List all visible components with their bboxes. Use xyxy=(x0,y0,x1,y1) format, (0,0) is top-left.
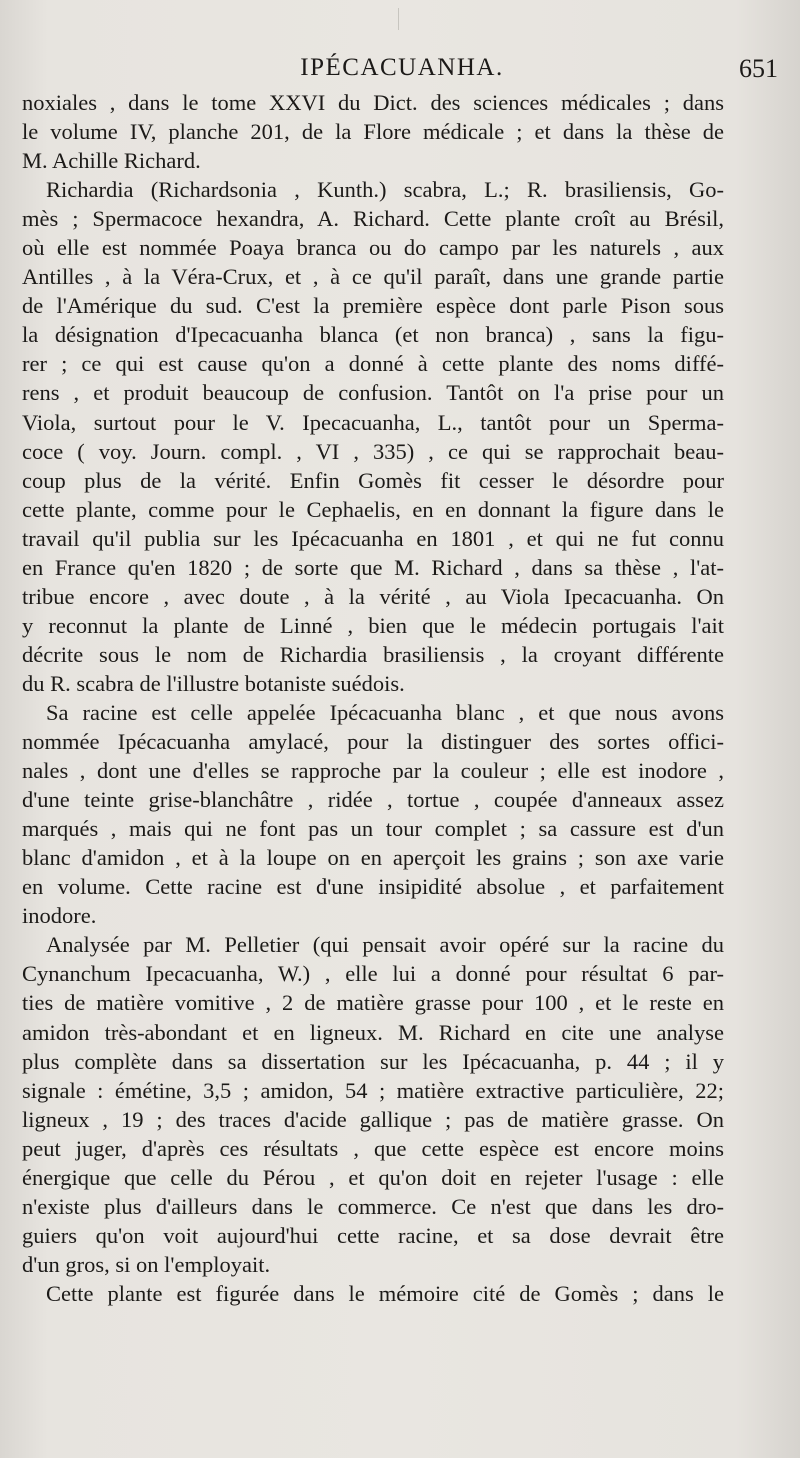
text-line: décrite sous le nom de Richardia brasiliensis , la croyant différente xyxy=(22,641,724,667)
text-line: d'un gros, si on l'employait. xyxy=(22,1251,271,1277)
text-line: la désignation d'Ipecacuanha blanca (et non branca) , sans la figu- xyxy=(22,322,724,348)
text-line: Cette plante est figurée dans le mémoire cité de Gomès ; dans le xyxy=(46,1280,724,1306)
text-line: y reconnut la plante de Linné , bien que le médecin portugais l'ait xyxy=(22,612,724,638)
text-line: signale : émétine, 3,5 ; amidon, 54 ; matière extractive particulière, 22; xyxy=(22,1077,724,1103)
page-number: 651 xyxy=(739,54,778,83)
text-line: du R. scabra de l'illustre botaniste suédois. xyxy=(22,670,405,696)
text-line: où elle est nommée Poaya branca ou do campo par les naturels , aux xyxy=(22,235,724,261)
text-line: Richardia (Richardsonia , Kunth.) scabra, L.; R. brasiliensis, Go- xyxy=(46,177,724,203)
text-line: ligneux , 19 ; des traces d'acide gallique ; pas de matière grasse. On xyxy=(22,1106,724,1132)
text-line: Viola, surtout pour le V. Ipecacuanha, L., tantôt pour un Sperma- xyxy=(22,409,724,435)
text-line: plus complète dans sa dissertation sur les Ipécacuanha, p. 44 ; il y xyxy=(22,1048,724,1074)
text-line: blanc d'amidon , et à la loupe on en aperçoit les grains ; son axe varie xyxy=(22,845,724,871)
text-line: énergique que celle du Pérou , et qu'on doit en rejeter l'usage : elle xyxy=(22,1164,724,1190)
text-line: marqués , mais qui ne font pas un tour complet ; sa cassure est d'un xyxy=(22,816,724,842)
text-line: de l'Amérique du sud. C'est la première espèce dont parle Pison sous xyxy=(22,293,724,319)
running-title: IPÉCACUANHA. xyxy=(300,54,504,81)
text-line: Analysée par M. Pelletier (qui pensait avoir opéré sur la racine du xyxy=(46,932,724,958)
text-line: cette plante, comme pour le Cephaelis, en en donnant la figure dans le xyxy=(22,496,724,522)
text-line: ties de matière vomitive , 2 de matière grasse pour 100 , et le reste en xyxy=(22,990,724,1016)
text-line: travail qu'il publia sur les Ipécacuanha en 1801 , et qui ne fut connu xyxy=(22,525,724,551)
text-line: coce ( voy. Journ. compl. , VI , 335) , ce qui se rapprochait beau- xyxy=(22,438,724,464)
body-text xyxy=(22,88,724,1308)
text-line: peut juger, d'après ces résultats , que cette espèce est encore moins xyxy=(22,1135,724,1161)
text-line: inodore. xyxy=(22,903,97,929)
text-line: le volume IV, planche 201, de la Flore médicale ; et dans la thèse de xyxy=(22,119,724,145)
text-line: coup plus de la vérité. Enfin Gomès fit cesser le désordre pour xyxy=(22,467,724,493)
text-line: n'existe plus d'ailleurs dans le commerce. Ce n'est que dans les dro- xyxy=(22,1193,724,1219)
text-line: en volume. Cette racine est d'une insipidité absolue , et parfaitement xyxy=(22,874,724,900)
scan-mark xyxy=(398,8,399,30)
text-line: rer ; ce qui est cause qu'on a donné à cette plante des noms diffé- xyxy=(22,351,724,377)
text-line: guiers qu'on voit aujourd'hui cette racine, et sa dose devrait être xyxy=(22,1222,724,1248)
text-line: Antilles , à la Véra-Crux, et , à ce qu'il paraît, dans une grande partie xyxy=(22,264,724,290)
text-line: Cynanchum Ipecacuanha, W.) , elle lui a donné pour résultat 6 par- xyxy=(22,961,724,987)
text-line: nales , dont une d'elles se rapproche par la couleur ; elle est inodore , xyxy=(22,758,724,784)
text-line: d'une teinte grise-blanchâtre , ridée , tortue , coupée d'anneaux assez xyxy=(22,787,724,813)
text-line: en France qu'en 1820 ; de sorte que M. Richard , dans sa thèse , l'at- xyxy=(22,554,724,580)
text-line: M. Achille Richard. xyxy=(22,148,201,174)
text-line: mès ; Spermacoce hexandra, A. Richard. Cette plante croît au Brésil, xyxy=(22,206,724,232)
text-line: rens , et produit beaucoup de confusion. Tantôt on l'a prise pour un xyxy=(22,380,724,406)
text-line: noxiales , dans le tome XXVI du Dict. des sciences médicales ; dans xyxy=(22,90,724,115)
page-header xyxy=(22,54,782,88)
text-line: Sa racine est celle appelée Ipécacuanha blanc , et que nous avons xyxy=(46,699,724,725)
text-line: tribue encore , avec doute , à la vérité , au Viola Ipecacuanha. On xyxy=(22,583,724,609)
text-line: amidon très-abondant et en ligneux. M. Richard en cite une analyse xyxy=(22,1019,724,1045)
text-line: nommée Ipécacuanha amylacé, pour la distinguer des sortes offici- xyxy=(22,729,724,755)
